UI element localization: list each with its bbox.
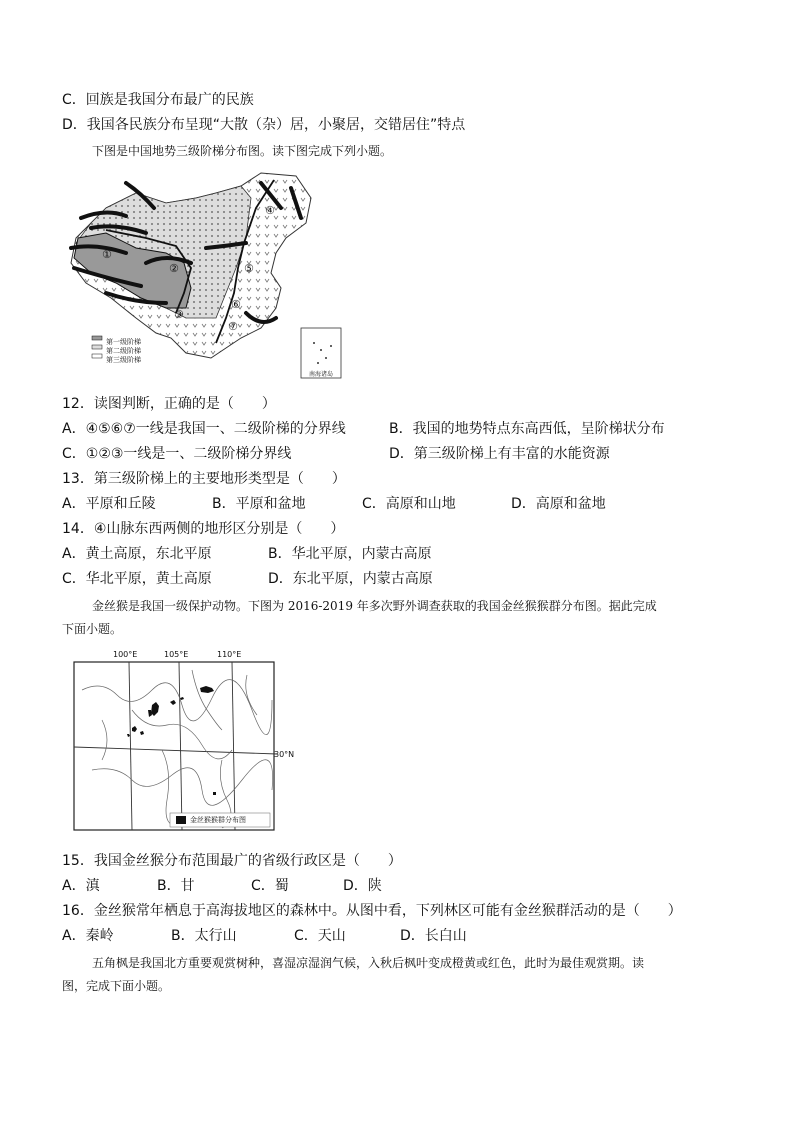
q12-option-d[interactable]: D．第三级阶梯上有丰富的水能资源 <box>389 446 610 462</box>
option-d-distribution: D．我国各民族分布呈现“大散（杂）居，小聚居，交错居住”特点 <box>62 117 466 133</box>
q16-option-c[interactable]: C．天山 <box>294 928 346 944</box>
intro-maple-line-2: 图，完成下面小题。 <box>62 979 171 993</box>
marker-1: ① <box>102 248 112 261</box>
q12-option-a[interactable]: A．④⑤⑥⑦一线是我国一、二级阶梯的分界线 <box>62 421 346 437</box>
lat-label-30: 30°N <box>274 750 295 759</box>
inset-label: 南海诸岛 <box>309 371 334 378</box>
q16-option-d[interactable]: D．长白山 <box>400 928 467 944</box>
q15-option-a[interactable]: A．滇 <box>62 878 100 894</box>
option-c-hui: C．回族是我国分布最广的民族 <box>62 92 254 108</box>
intro-maple-line-1: 五角枫是我国北方重要观赏树种，喜湿凉湿润气候，入秋后枫叶变成橙黄或红色，此时为最佳观赏期。读 <box>92 956 645 970</box>
q13-option-b[interactable]: B．平原和盆地 <box>212 496 306 512</box>
q16-option-a[interactable]: A．秦岭 <box>62 928 114 944</box>
legend-step-1: 第一级阶梯 <box>106 338 141 346</box>
q12-option-b[interactable]: B．我国的地势特点东高西低，呈阶梯状分布 <box>389 421 665 437</box>
intro-monkey-line-2: 下面小题。 <box>62 622 123 636</box>
map1-legend <box>92 336 102 358</box>
q12-option-c[interactable]: C．①②③一线是一、二级阶梯分界线 <box>62 446 292 462</box>
question-15: 15．我国金丝猴分布范围最广的省级行政区是（ ） <box>62 853 402 869</box>
q14-option-b[interactable]: B．华北平原，内蒙古高原 <box>268 546 432 562</box>
lon-label-105: 105°E <box>164 650 189 659</box>
q16-option-b[interactable]: B．太行山 <box>171 928 237 944</box>
q14-option-c[interactable]: C．华北平原，黄土高原 <box>62 571 212 587</box>
question-16: 16．金丝猴常年栖息于高海拔地区的森林中。从图中看，下列林区可能有金丝猴群活动的是（ ） <box>62 903 682 919</box>
marker-5: ⑤ <box>244 262 254 275</box>
marker-4: ④ <box>265 204 275 217</box>
question-13: 13．第三级阶梯上的主要地形类型是（ ） <box>62 471 346 487</box>
q13-option-a[interactable]: A．平原和丘陵 <box>62 496 156 512</box>
marker-2: ② <box>169 262 179 275</box>
question-12: 12．读图判断，正确的是（ ） <box>62 396 276 412</box>
intro-steps: 下图是中国地势三级阶梯分布图。读下图完成下列小题。 <box>92 144 393 158</box>
q15-option-c[interactable]: C．蜀 <box>251 878 289 894</box>
map2-legend-text: 金丝猴猴群分布图 <box>190 816 246 824</box>
q14-option-a[interactable]: A．黄土高原，东北平原 <box>62 546 212 562</box>
marker-6: ⑥ <box>231 298 241 311</box>
terrain-steps-map <box>66 168 351 383</box>
lon-label-100: 100°E <box>113 650 138 659</box>
question-14: 14．④山脉东西两侧的地形区分别是（ ） <box>62 521 345 537</box>
q15-option-b[interactable]: B．甘 <box>157 878 195 894</box>
q13-option-c[interactable]: C．高原和山地 <box>362 496 456 512</box>
q13-option-d[interactable]: D．高原和盆地 <box>511 496 606 512</box>
legend-step-2: 第二级阶梯 <box>106 347 141 355</box>
lon-label-110: 110°E <box>217 650 242 659</box>
marker-3: ③ <box>174 308 184 321</box>
q14-option-d[interactable]: D．东北平原，内蒙古高原 <box>268 571 433 587</box>
marker-7: ⑦ <box>228 320 238 333</box>
map2-legend-swatch <box>176 816 186 824</box>
legend-step-3: 第三级阶梯 <box>106 356 141 364</box>
intro-monkey-line-1: 金丝猴是我国一级保护动物。下图为 2016-2019 年多次野外调查获取的我国金丝猴猴群分布图。据此完成 <box>92 599 657 613</box>
q15-option-d[interactable]: D．陕 <box>343 878 382 894</box>
golden-monkey-map <box>72 650 294 835</box>
